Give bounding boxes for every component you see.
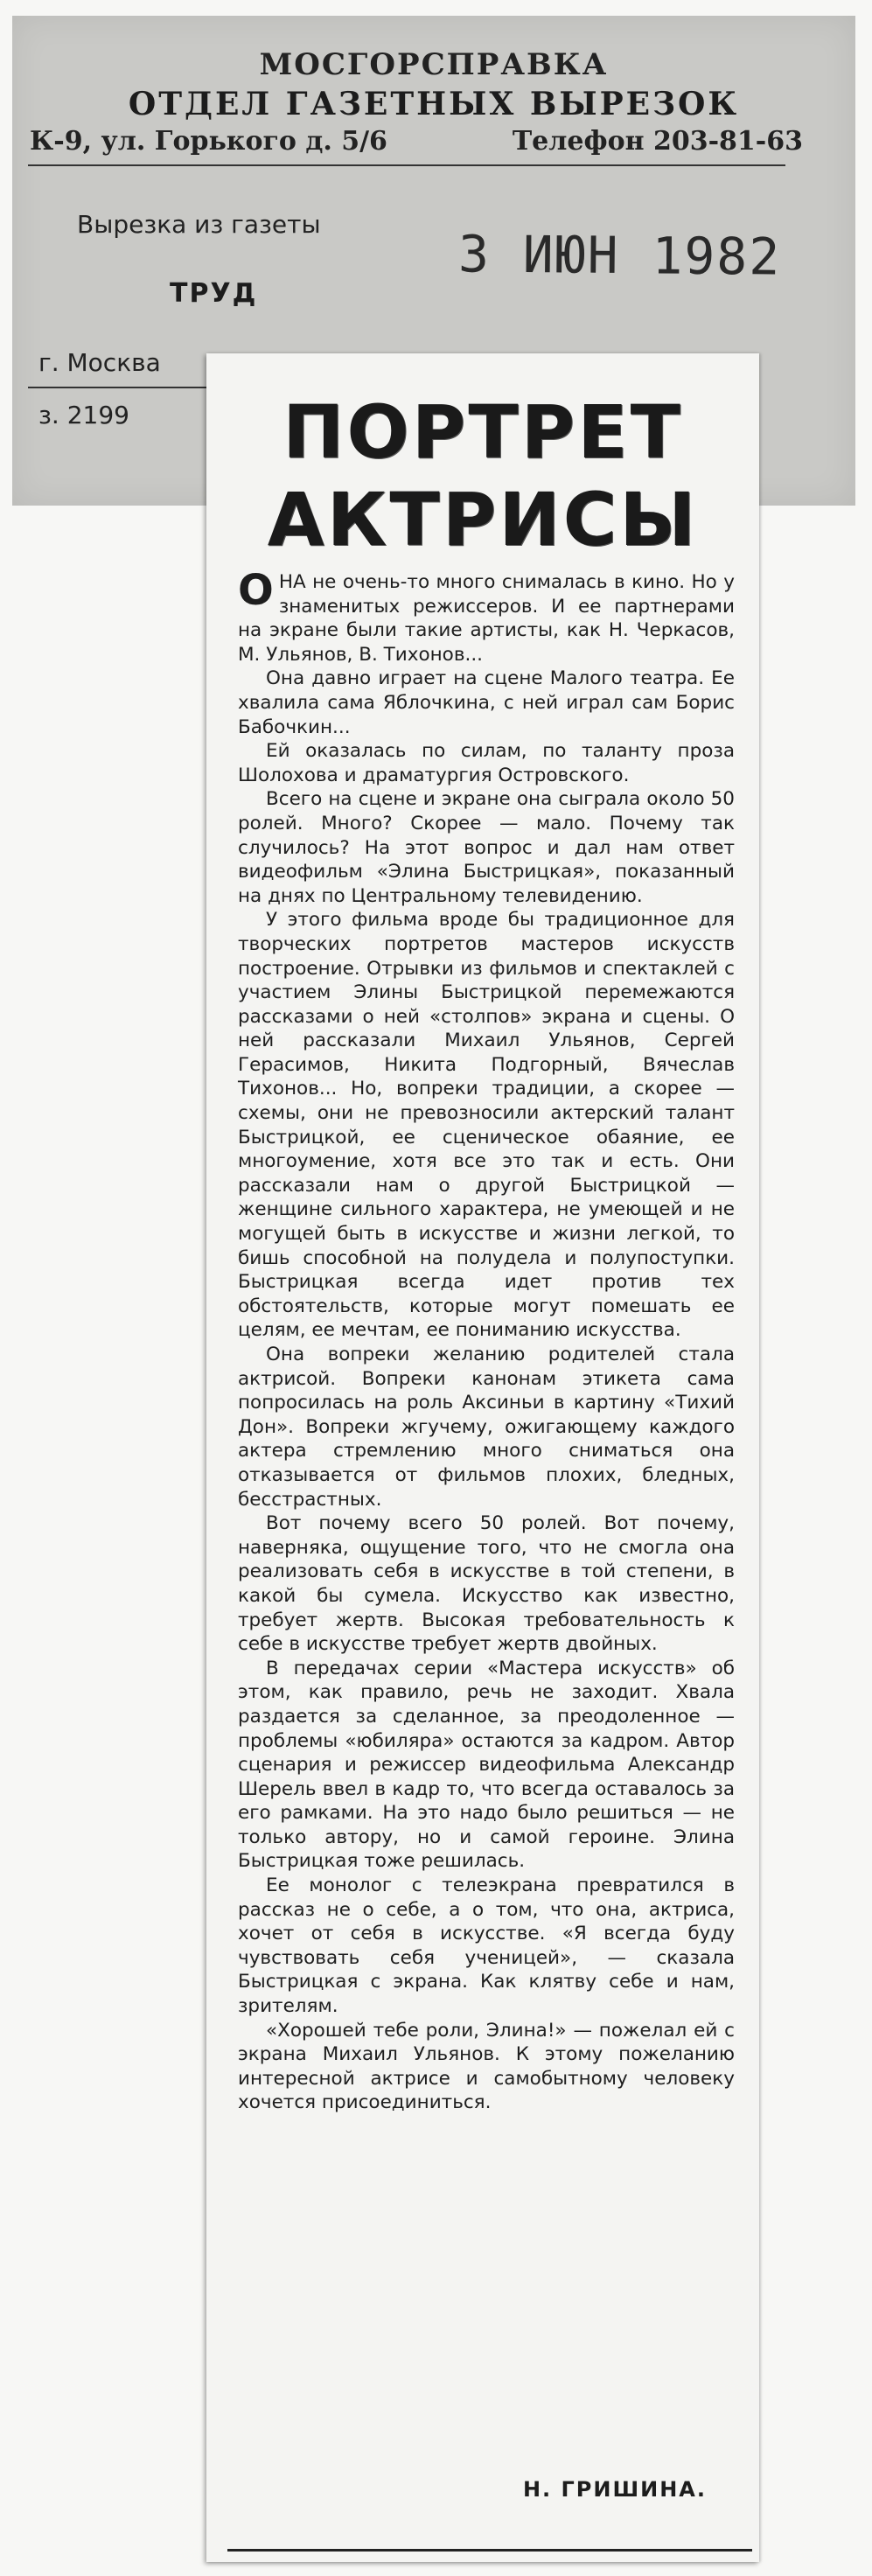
- article-body: [238, 566, 735, 2115]
- article-paragraph-7: Вот почему всего 50 ролей. Вот почему, наверняка, ощущение того, что не смогла она реализовать себя в искусстве в той степени, в какой бы сумела. Искусство как известно, требует жертв. Высокая требовательность к себе в искусстве требует жертв двойных.: [238, 1512, 735, 1656]
- order-number: з. 2199: [38, 401, 129, 429]
- header-divider: [28, 164, 785, 166]
- article-paragraph-10: «Хорошей тебе роли, Элина!» — пожелал ей с экрана Михаил Ульянов. К этому пожеланию интересной актрисе и самобытному человеку хочется присоединиться.: [238, 2019, 735, 2114]
- article-author: Н. ГРИШИНА.: [522, 2477, 707, 2502]
- agency-name: МОСГОРСПРАВКА: [259, 47, 609, 82]
- article-paragraph-4: Всего на сцене и экране она сыграла около 50 ролей. Много? Скорее — мало. Почему так случилось? На этот вопрос и дал нам ответ видеофильм «Элина Быстрицкая», показанный на днях по Центральному телевидению.: [238, 788, 735, 907]
- headline-line-1: ПОРТРЕТ: [283, 389, 683, 475]
- article-paragraph-9: Ее монолог с телеэкрана превратился в рассказ не о себе, а о том, что она, актриса, хочет от себя в искусстве. «Я всегда буду чувствовать себя ученицей», — сказала Быстрицкая с экрана. Как клятву себе и нам, зрителям.: [238, 1874, 735, 2018]
- clipping-bottom-rule: [227, 2549, 752, 2552]
- article-paragraph-6: Она вопреки желанию родителей стала актрисой. Вопреки канонам этикета сама попросилась на роль Аксиньи в картину «Тихий Дон». Вопреки жгучему, ожигающему каждого актера стремлению много сниматься она отказывается от фильмов плохих, бледных, бесстрастных.: [238, 1344, 735, 1511]
- paragraph-text: НА не очень-то много снималась в кино. Но у знаменитых режиссеров. И ее партнерами на экране были такие артисты, как Н. Черкасов, М. Ульянов, В. Тихонов...: [238, 571, 735, 666]
- article-paragraph-3: Ей оказалась по силам, по таланту проза Шолохова и драматургия Островского.: [238, 740, 735, 786]
- clipping-label: Вырезка из газеты: [77, 210, 321, 239]
- article-paragraph-2: Она давно играет на сцене Малого театра. Ее хвалила сама Яблочкина, с ней играл сам Борис Бабочкин...: [238, 667, 735, 738]
- department-name: ОТДЕЛ ГАЗЕТНЫХ ВЫРЕЗОК: [128, 86, 740, 122]
- article-paragraph-5: У этого фильма вроде бы традиционное для творческих портретов мастеров искусств построение. Отрывки из фильмов и спектаклей с участием Элины Быстрицкой перемежаются рассказами о ней «столпов» экрана и сцены. О ней рассказали Михаил Ульянов, Сергей Герасимов, Никита Подгорный, Вячеслав Тихонов... Но, вопреки традиции, а скорее — схемы, они не превозносили актерский талант Быстрицкой, ее сценическое обаяние, ее многоумение, хотя все это так и есть. Они рассказали нам о другой Быстрицкой — женщине сильного характера, не умеющей и не могущей быть в искусстве и жизни легкой, то бишь способной на полудела и полупоступки. Быстрицкая всегда идет против тех обстоятельств, которые могут помешать ее целям, ее мечтам, ее пониманию искусства.: [238, 909, 735, 1342]
- city-divider: [28, 387, 220, 388]
- article-paragraph-1: [238, 566, 735, 667]
- date-stamp: 3 ИЮН 1982: [457, 224, 782, 287]
- city-label: г. Москва: [38, 348, 161, 377]
- drop-cap: О: [238, 566, 274, 615]
- agency-phone: Телефон 203-81-63: [512, 126, 803, 157]
- newspaper-clipping: [206, 353, 759, 2562]
- newspaper-name: ТРУД: [170, 278, 258, 309]
- article-headline: [206, 388, 759, 563]
- article-paragraph-8: В передачах серии «Мастера искусств» об этом, как правило, речь не заходит. Хвала раздается за сделанное, за преодоленное — проблемы «юбиляра» остаются за кадром. Автор сценария и режиссер видеофильма Александр Шерель ввел в кадр то, что всегда оставалось за его рамками. На это надо было решиться — не только автору, но и самой героине. Элина Быстрицкая тоже решилась.: [238, 1657, 735, 1873]
- agency-address: К-9, ул. Горького д. 5/6: [30, 126, 387, 157]
- headline-line-2: АКТРИСЫ: [267, 477, 699, 562]
